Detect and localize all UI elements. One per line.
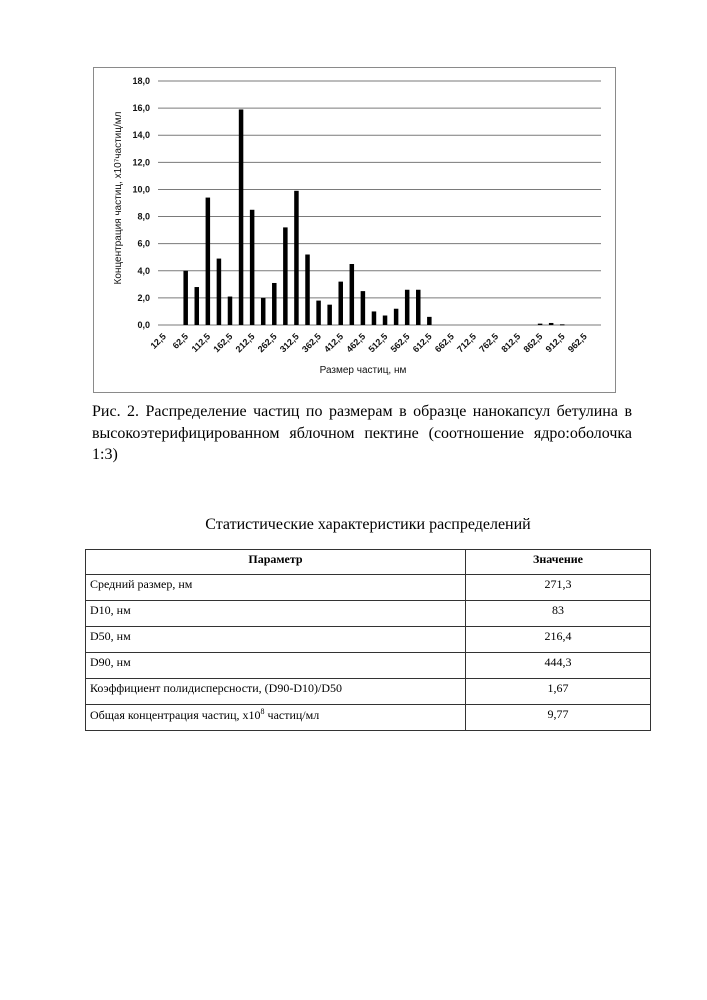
- bar: [261, 298, 266, 325]
- table-row: [86, 601, 651, 627]
- table-header-row: [86, 550, 651, 575]
- table-row: [86, 653, 651, 679]
- bar: [416, 290, 421, 325]
- x-tick-label: 562,5: [388, 331, 412, 355]
- column-header-value: Значение: [466, 550, 651, 575]
- bar: [549, 323, 554, 325]
- param-cell: D10, нм: [86, 601, 466, 627]
- x-tick-label: 112,5: [189, 331, 213, 354]
- bar: [372, 311, 377, 325]
- table-row: [86, 575, 651, 601]
- bar: [538, 324, 543, 325]
- value-cell: 9,77: [466, 705, 651, 731]
- x-tick-label: 712,5: [455, 331, 479, 355]
- x-tick-label: 212,5: [233, 331, 257, 355]
- bar: [427, 317, 432, 325]
- y-tick-labels: [132, 76, 150, 330]
- y-tick-label: 18,0: [132, 76, 150, 86]
- x-tick-label: 62,5: [170, 331, 191, 351]
- param-cell: [86, 705, 466, 731]
- x-tick-label: 912,5: [543, 331, 567, 355]
- bar: [316, 301, 321, 325]
- x-tick-label: 662,5: [432, 331, 456, 355]
- x-tick-label: 762,5: [477, 331, 501, 355]
- bar: [361, 291, 366, 325]
- bar: [327, 305, 332, 325]
- x-tick-label: 412,5: [322, 331, 346, 355]
- param-cell: D50, нм: [86, 627, 466, 653]
- statistics-table: [85, 549, 651, 731]
- bar: [195, 287, 200, 325]
- table-row: [86, 705, 651, 731]
- table-row: [86, 627, 651, 653]
- bar: [250, 210, 255, 325]
- x-tick-label: 962,5: [565, 331, 589, 355]
- gridlines: [158, 81, 601, 325]
- value-cell: 444,3: [466, 653, 651, 679]
- param-prefix: Общая концентрация частиц, x10: [90, 708, 261, 722]
- bar: [405, 290, 410, 325]
- value-cell: 216,4: [466, 627, 651, 653]
- value-cell: 1,67: [466, 679, 651, 705]
- x-tick-label: 862,5: [521, 331, 545, 355]
- bar: [206, 198, 211, 325]
- y-tick-label: 16,0: [132, 103, 150, 114]
- x-tick-label: 612,5: [410, 331, 434, 355]
- y-tick-label: 6,0: [137, 238, 150, 249]
- bar: [228, 297, 233, 325]
- bar: [383, 316, 388, 325]
- bar: [272, 283, 277, 325]
- y-tick-label: 10,0: [132, 184, 150, 195]
- x-tick-label: 312,5: [277, 331, 301, 355]
- bars: [183, 109, 564, 325]
- x-tick-label: 362,5: [299, 331, 324, 355]
- y-tick-label: 12,0: [132, 157, 150, 168]
- bar: [560, 324, 565, 325]
- y-tick-label: 2,0: [137, 292, 150, 303]
- bar: [338, 282, 343, 325]
- x-tick-label: 462,5: [344, 331, 368, 355]
- bar: [239, 109, 244, 325]
- x-tick-label: 262,5: [255, 331, 279, 355]
- x-tick-labels: [148, 331, 588, 354]
- x-tick-label: 162,5: [211, 331, 235, 355]
- bar: [283, 227, 288, 325]
- bar: [217, 259, 222, 325]
- param-cell: Коэффициент полидисперсности, (D90-D10)/D50: [86, 679, 466, 705]
- param-cell: D90, нм: [86, 653, 466, 679]
- chart-frame: [93, 67, 616, 393]
- y-tick-label: 14,0: [132, 130, 150, 141]
- bar: [183, 271, 188, 325]
- column-header-parameter: Параметр: [86, 550, 466, 575]
- param-exponent: 8: [260, 707, 265, 716]
- table-row: [86, 679, 651, 705]
- bar: [350, 264, 355, 325]
- value-cell: 83: [466, 601, 651, 627]
- param-suffix: частиц/мл: [264, 708, 320, 722]
- bar: [305, 255, 310, 325]
- x-tick-label: 512,5: [366, 331, 390, 355]
- bar: [294, 191, 299, 325]
- figure-caption: Рис. 2. Распределение частиц по размерам в образце нанокапсул бетулина в высокоэтерифицированном яблочном пектине (соотношение ядро:оболочка 1:3): [92, 403, 632, 463]
- x-tick-label: 812,5: [499, 331, 523, 355]
- y-axis-title: Концентрация частиц, x10⁷частиц/мл: [113, 111, 124, 285]
- param-cell: Средний размер, нм: [86, 575, 466, 601]
- y-tick-label: 8,0: [137, 211, 150, 222]
- table-title: Статистические характеристики распределений: [205, 516, 531, 533]
- bar-chart: [94, 68, 617, 394]
- y-tick-label: 4,0: [137, 265, 150, 276]
- y-tick-label: 0,0: [137, 320, 150, 330]
- value-cell: 271,3: [466, 575, 651, 601]
- x-tick-label: 12,5: [148, 331, 168, 351]
- x-axis-title: Размер частиц, нм: [319, 365, 407, 376]
- bar: [394, 309, 399, 325]
